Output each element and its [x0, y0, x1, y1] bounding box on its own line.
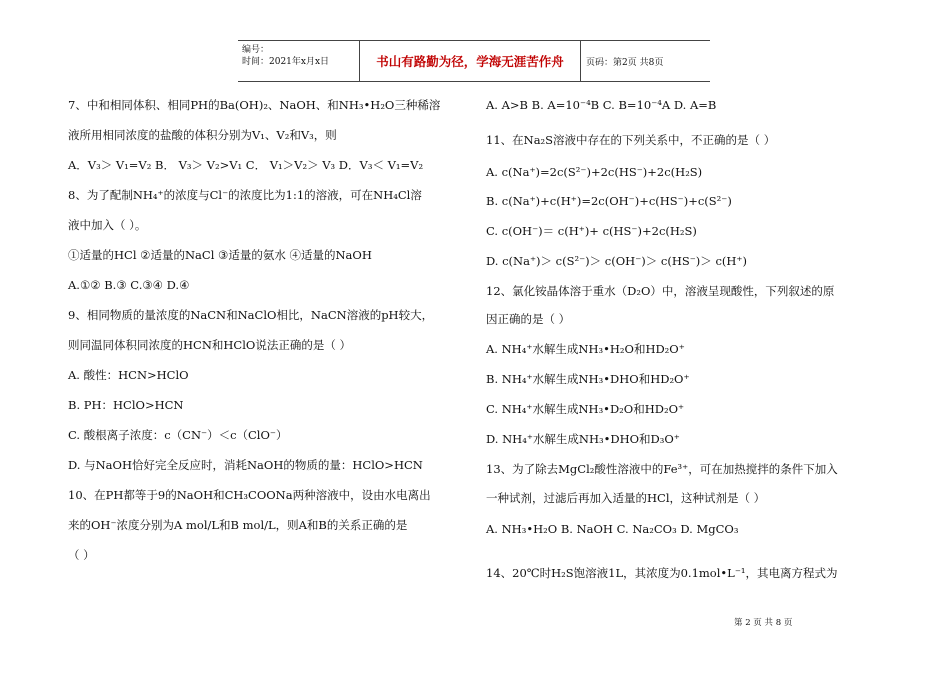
left-line: C. 酸根离子浓度：c（CN⁻）＜c（ClO⁻） [68, 428, 288, 442]
right-line: 11、在Na₂S溶液中存在的下列关系中，不正确的是（ ） [486, 133, 776, 147]
right-line: A. NH₄⁺水解生成NH₃•H₂O和HD₂O⁺ [486, 342, 685, 356]
header-page: 页码：第2页 共8页 [586, 57, 664, 68]
right-line: D. c(Na⁺)＞ c(S²⁻)＞ c(OH⁻)＞ c(HS⁻)＞ c(H⁺) [486, 254, 747, 268]
left-line: D. 与NaOH恰好完全反应时，消耗NaOH的物质的量：HClO>HCN [68, 458, 423, 472]
header-motto: 书山有路勤为径，学海无涯苦作舟 [360, 41, 581, 81]
left-line: 7、中和相同体积、相同PH的Ba(OH)₂、NaOH、和NH₃•H₂O三种稀溶 [68, 98, 441, 112]
page-footer: 第 2 页 共 8 页 [734, 618, 793, 628]
page-header [238, 40, 710, 82]
right-line: 12、氯化铵晶体溶于重水（D₂O）中，溶液呈现酸性，下列叙述的原 [486, 284, 835, 298]
left-line: B. PH：HClO>HCN [68, 398, 184, 412]
right-line: A. A>B B. A=10⁻⁴B C. B=10⁻⁴A D. A=B [486, 98, 717, 112]
number-label: 编号： [242, 45, 270, 55]
time-label: 时间：2021年x月x日 [242, 57, 330, 67]
left-line: 液所用相同浓度的盐酸的体积分别为V₁、V₂和V₃，则 [68, 128, 337, 142]
right-line: B. NH₄⁺水解生成NH₃•DHO和HD₂O⁺ [486, 372, 690, 386]
right-line: 因正确的是（ ） [486, 312, 571, 326]
left-line: 则同温同体积同浓度的HCN和HClO说法正确的是（ ） [68, 338, 351, 352]
left-line: A．V₃＞ V₁=V₂ B． V₃＞ V₂>V₁ C． V₁＞V₂＞ V₃ D．V₃＜ V₁=V₂ [68, 158, 424, 172]
left-line: A.①② B.③ C.③④ D.④ [68, 278, 190, 292]
right-line: B. c(Na⁺)+c(H⁺)=2c(OH⁻)+c(HS⁻)+c(S²⁻) [486, 194, 732, 208]
left-line: ①适量的HCl ②适量的NaCl ③适量的氨水 ④适量的NaOH [68, 248, 372, 262]
left-line: （ ） [68, 548, 95, 562]
left-line: 来的OH⁻浓度分别为A mol/L和B mol/L，则A和B的关系正确的是 [68, 518, 408, 532]
right-line: 13、为了除去MgCl₂酸性溶液中的Fe³⁺，可在加热搅拌的条件下加入 [486, 462, 838, 476]
right-line: C. c(OH⁻)＝ c(H⁺)+ c(HS⁻)+2c(H₂S) [486, 224, 697, 238]
right-line: 一种试剂，过滤后再加入适量的HCl，这种试剂是（ ） [486, 491, 766, 505]
left-line: 10、在PH都等于9的NaOH和CH₃COONa两种溶液中，设由水电离出 [68, 488, 431, 502]
left-line: A. 酸性：HCN>HClO [68, 368, 189, 382]
right-line: D. NH₄⁺水解生成NH₃•DHO和D₃O⁺ [486, 432, 680, 446]
right-line: 14、20℃时H₂S饱溶液1L，其浓度为0.1mol•L⁻¹，其电离方程式为 [486, 566, 838, 580]
left-line: 液中加入（ ）。 [68, 218, 147, 232]
left-line: 8、为了配制NH₄⁺的浓度与Cl⁻的浓度比为1:1的溶液，可在NH₄Cl溶 [68, 188, 422, 202]
right-line: A. c(Na⁺)=2c(S²⁻)+2c(HS⁻)+2c(H₂S) [486, 165, 703, 179]
header-info [238, 41, 360, 81]
right-line: A. NH₃•H₂O B. NaOH C. Na₂CO₃ D. MgCO₃ [486, 522, 739, 536]
left-line: 9、相同物质的量浓度的NaCN和NaClO相比，NaCN溶液的pH较大， [68, 308, 434, 322]
right-line: C. NH₄⁺水解生成NH₃•D₂O和HD₂O⁺ [486, 402, 685, 416]
